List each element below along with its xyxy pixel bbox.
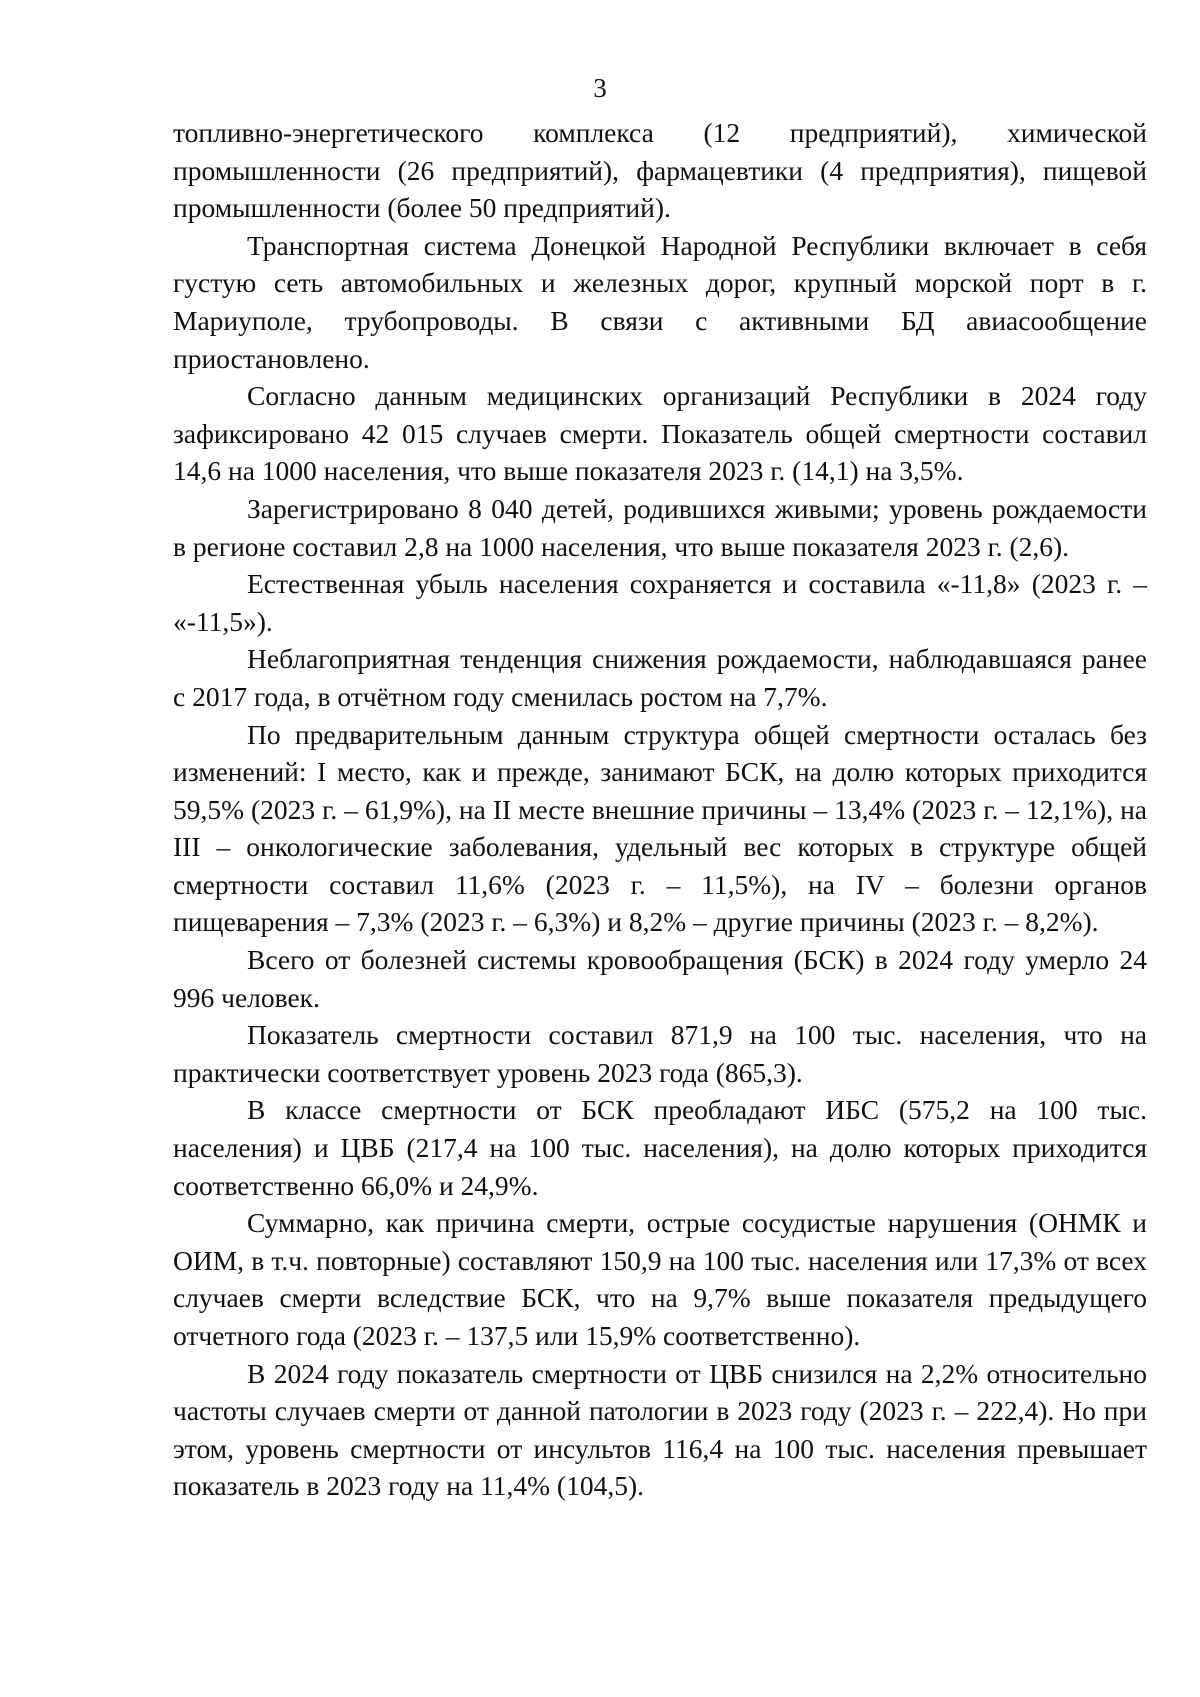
- paragraph-cvd-stroke: В 2024 году показатель смертности от ЦВБ снизился на 2,2% относительно частоты случаев смерти от данной патологии в 2023 году (2023 г. – 222,4). Но при этом, уровень смертности от инсультов 116,4 на 100 тыс. населения превышает показатель в 2023 году на 11,4% (104,5).: [173, 1357, 1147, 1502]
- paragraph-mortality-rate: Показатель смертности составил 871,9 на 100 тыс. населения, что на практически соответствует уровень 2023 года (865,3).: [173, 1019, 1147, 1088]
- page-number: 3: [593, 73, 607, 103]
- paragraph-ihd-cvd: В классе смертности от БСК преобладают ИБС (575,2 на 100 тыс. населения) и ЦВБ (217,4 на 100 тыс. населения), на долю которых приходится соответственно 66,0% и 24,9%.: [173, 1094, 1147, 1201]
- paragraph-acute-vascular: Суммарно, как причина смерти, острые сосудистые нарушения (ОНМК и ОИМ, в т.ч. повторные) составляют 150,9 на 100 тыс. населения или 17,3% от всех случаев смерти вследствие БСК, что на 9,7% выше показателя предыдущего отчетного года (2023 г. – 137,5 или 15,9% соответственно).: [173, 1207, 1147, 1351]
- paragraph-mortality-total: Согласно данным медицинских организаций Республики в 2024 году зафиксировано 42 015 случаев смерти. Показатель общей смертности составил 14,6 на 1000 населения, что выше показателя 2023 г. (14,1) на 3,5%.: [173, 380, 1147, 487]
- paragraph-transport: Транспортная система Донецкой Народной Республики включает в себя густую сеть автомобильных и железных дорог, крупный морской порт в г. Мариуполе, трубопроводы. В связи с активными БД авиасообщение приостановлено.: [173, 229, 1147, 374]
- paragraph-natural-decline: Естественная убыль населения сохраняется и составила «-11,8» (2023 г. – «-11,5»).: [173, 568, 1147, 637]
- paragraph-mortality-structure: По предварительным данным структура общей смертности осталась без изменений: I место, как и прежде, занимают БСК, на долю которых приходится 59,5% (2023 г. – 61,9%), на II месте внешние причины – 13,4% (2023 г. – 12,1%), на III – онкологические заболевания, удельный вес которых в структуре общей смертности составил 11,6% (2023 г. – 11,5%), на IV – болезни органов пищеварения – 7,3% (2023 г. – 6,3%) и 8,2% – другие причины (2023 г. – 8,2%).: [173, 718, 1147, 938]
- paragraph-birth-trend: Неблагоприятная тенденция снижения рождаемости, наблюдавшаяся ранее с 2017 года, в отчётном году сменилась ростом на 7,7%.: [173, 643, 1147, 712]
- paragraph-industry-continuation: топливно-энергетического комплекса (12 предприятий), химической промышленности (26 предприятий), фармацевтики (4 предприятия), пищевой промышленности (более 50 предприятий).: [173, 117, 1147, 224]
- paragraph-circulatory-deaths: Всего от болезней системы кровообращения (БСК) в 2024 году умерло 24 996 человек.: [173, 944, 1147, 1013]
- paragraph-births: Зарегистрировано 8 040 детей, родившихся живыми; уровень рождаемости в регионе составил 2,8 на 1000 населения, что выше показателя 2023 г. (2,6).: [173, 492, 1147, 562]
- document-body: [173, 114, 1147, 1505]
